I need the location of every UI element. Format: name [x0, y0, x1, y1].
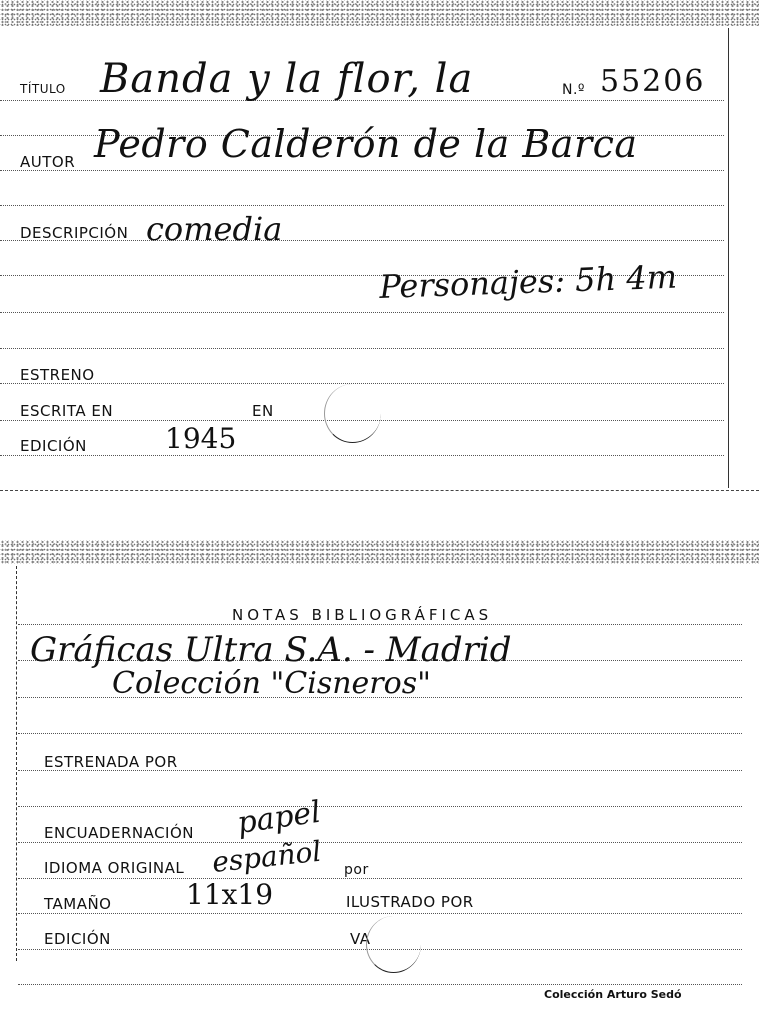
descripcion-value: comedia: [146, 210, 283, 248]
bottom-card-torn-edge: [0, 540, 759, 564]
rule: [0, 348, 724, 349]
top-card-torn-edge: [0, 0, 759, 26]
ilustrado-por-label: ILUSTRADO POR: [346, 893, 474, 911]
rule: [18, 842, 742, 843]
idioma-original-label: IDIOMA ORIGINAL: [44, 859, 185, 877]
titulo-value: Banda y la flor, la: [100, 56, 474, 102]
rule: [0, 455, 724, 456]
autor-label: AUTOR: [20, 153, 76, 171]
descripcion-label: DESCRIPCIÓN: [20, 224, 129, 242]
rule: [0, 490, 759, 491]
numero-label: N.º: [562, 82, 586, 98]
por-label: por: [344, 862, 369, 878]
autor-value: Pedro Calderón de la Barca: [94, 122, 638, 166]
edicion-label: EDICIÓN: [20, 437, 87, 455]
rule: [18, 806, 742, 807]
rule: [0, 383, 724, 384]
tamano-value: 11x19: [186, 878, 274, 911]
estreno-label: ESTRENO: [20, 366, 95, 384]
estrenada-por-label: ESTRENADA POR: [44, 753, 178, 771]
notas-heading: NOTAS BIBLIOGRÁFICAS: [232, 606, 493, 624]
personajes-note: Personajes: 5h 4m: [378, 257, 678, 306]
edicion-bottom-label: EDICIÓN: [44, 930, 111, 948]
titulo-label: TÍTULO: [20, 82, 66, 96]
encuadernacion-label: ENCUADERNACIÓN: [44, 824, 195, 842]
notes-line-1: Gráficas Ultra S.A. - Madrid: [30, 630, 512, 670]
encuadernacion-value: papel: [235, 794, 323, 841]
va-label: VA: [350, 930, 371, 948]
rule: [18, 733, 742, 734]
top-card-right-edge: [728, 28, 729, 488]
bottom-card-left-edge: [16, 566, 17, 961]
collection-credit: Colección Arturo Sedó: [544, 988, 682, 1001]
rule: [18, 913, 742, 914]
punch-hole: [366, 916, 421, 973]
punch-hole: [324, 384, 381, 443]
rule: [0, 205, 724, 206]
rule: [18, 984, 742, 985]
notes-line-2: Colección "Cisneros": [112, 666, 431, 701]
tamano-label: TAMAÑO: [44, 895, 112, 913]
numero-value: 55206: [600, 64, 706, 99]
rule: [18, 878, 742, 879]
idioma-value: español: [210, 834, 323, 879]
en-label: EN: [252, 402, 274, 420]
escrita-en-label: ESCRITA EN: [20, 402, 114, 420]
rule: [0, 170, 724, 171]
rule: [0, 312, 724, 313]
rule: [18, 624, 742, 625]
edicion-value: 1945: [165, 422, 237, 455]
